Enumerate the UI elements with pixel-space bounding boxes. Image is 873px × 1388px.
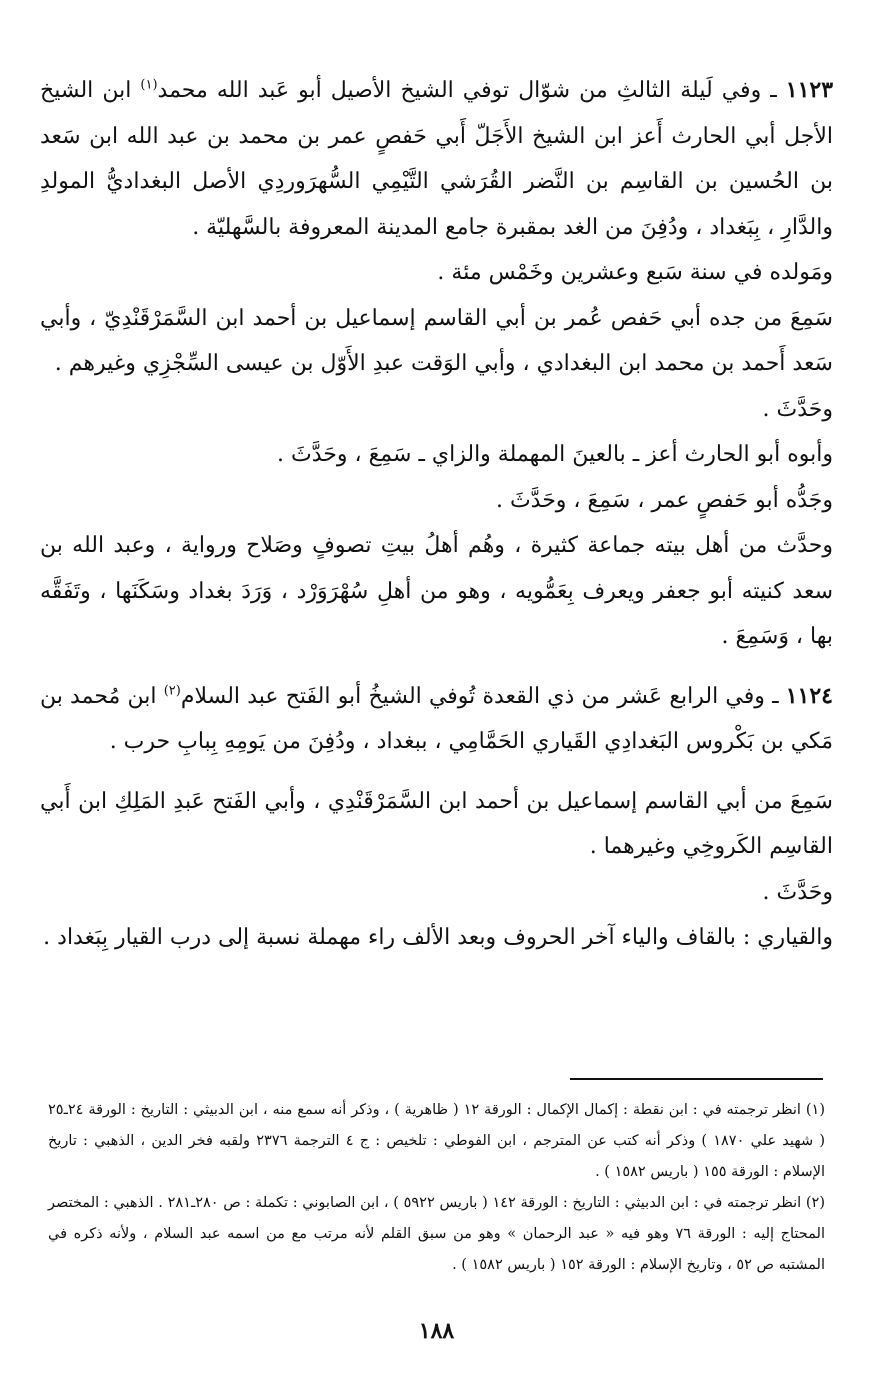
main-text — [40, 68, 833, 961]
father-paragraph: وأبوه أبو الحارث أعز ـ بالعينَ المهملة والزاي ـ سَمِعَ ، وحَدَّثَ . — [277, 442, 833, 467]
entry-lead: ـ وفي الرابع عَشر من ذي القعدة تُوفي الشيخُ أبو الفَتح عبد السلام — [180, 683, 786, 709]
entry-1123 — [40, 68, 833, 250]
entry-1124 — [40, 674, 833, 765]
page-number: ١٨٨ — [418, 1318, 455, 1344]
heard-paragraph: سَمِعَ من جده أبي حَفص عُمر بن أبي القاسم إسماعيل بن أحمد ابن السَّمَرْقَنْدِيّ ، وأبي سَعد أَحمد بن محمد ابن البغدادي ، وأبي الوَقت عبدِ الأَوّل بن عيسى السِّجْزِي وغيرهم . — [40, 305, 833, 376]
entry-number: ١١٢٤ — [785, 682, 833, 709]
narrated-paragraph-2: وحَدَّثَ . — [762, 879, 833, 905]
footnote-1: (١) انظر ترجمته في : ابن نقطة : إكمال الإكمال : الورقة ١٢ ( ظاهرية ) ، وذكر أنه سمع منه ، ابن الدبيثي : التاريخ : الورقة ٢٤ـ٢٥ ( شهيد علي ١٨٧٠ ) وذكر أنه كتب عن المترجم ، ابن الفوطي : تلخيص : ج ٤ الترجمة ٢٣٧٦ ولقبه فخر الدين ، الذهبي : تاريخ الإسلام : الورقة ١٥٥ ( باريس ١٥٨٢ ) . — [48, 1102, 825, 1180]
qiyari-paragraph: والقياري : بالقاف والياء آخر الحروف وبعد الألف راء مهملة نسبة إلى درب القيار بِبَغداد . — [43, 925, 833, 950]
entry-number: ١١٢٣ — [785, 77, 834, 103]
entry-text: ابن الشيخ الأجل أبي الحارث أَعز ابن الشيخ الأَجَلّ أَبي حَفصٍ عمر بن محمد بن عبد الله ابن سَعد بن الحُسين بن القاسِم بن النَّضر القُرَشي التَّيْمِي السُّهرَوردِي الأصل البغداديُّ المولدِ والدَّارِ ، بِبَغداد ، ودُفِنَ من الغد بمقبرة جامع المدينة المعروفة بالسَّهليّة . — [40, 78, 833, 240]
grandfather-paragraph: وجَدُّه أبو حَفصٍ عمر ، سَمِعَ ، وحَدَّثَ . — [495, 487, 833, 513]
heard-paragraph-2: سَمِعَ من أبي القاسم إسماعيل بن أحمد ابن السَّمَرْقَنْدِي ، وأبي الفَتح عَبدِ المَلِكِ ابن أَبي القاسِم الكَروخِي وغيرهما . — [40, 788, 833, 859]
birth-paragraph: ومَولده في سنة سَبع وعشرين وخَمْس مئة . — [437, 260, 833, 285]
footnote-reference[interactable]: (١) — [140, 77, 158, 93]
narrated-paragraph: وحَدَّثَ . — [762, 396, 833, 422]
footnotes — [48, 1095, 825, 1281]
entry-text: ابن مُحمد بن مَكي بن بَكْروس البَغدادِي القَياري الحَمَّامِي ، ببغداد ، ودُفِنَ من يَومِهِ بِبابِ حرب . — [40, 683, 833, 754]
footnote-divider — [570, 1078, 823, 1080]
footnote-reference[interactable]: (٢) — [163, 683, 181, 699]
entry-lead: ـ وفي لَيلة الثالثِ من شوّال توفي الشيخ الأصيل أبو عَبد الله محمد — [157, 78, 786, 103]
family-paragraph: وحدَّث من أهل بيته جماعة كثيرة ، وهُم أهلُ بيتِ تصوفٍ وصَلاح ورواية ، وعبد الله بن سعد كنيته أبو جعفر ويعرف بِعَمُّويه ، وهو من أهلِ سُهْرَوَرْد ، وَرَدَ بغداد وسَكَنَها ، وتَفَقَّه بها ، وَسَمِعَ . — [40, 533, 833, 649]
footnote-2: (٢) انظر ترجمته في : ابن الدبيثي : التاريخ : الورقة ١٤٢ ( باريس ٥٩٢٢ ) ، ابن الصابوني : تكملة : ص ٢٨٠ـ٢٨١ . الذهبي : المختصر المحتاج إليه : الورقة ٧٦ وهو فيه « عبد الرحمان » وهو من سبق القلم لأنه مرتب مع من اسمه عبد السلام ، ولأنه ذكره في المشتبه ص ٥٢ ، وتاريخ الإسلام : الورقة ١٥٢ ( باريس ١٥٨٢ ) . — [48, 1195, 825, 1273]
